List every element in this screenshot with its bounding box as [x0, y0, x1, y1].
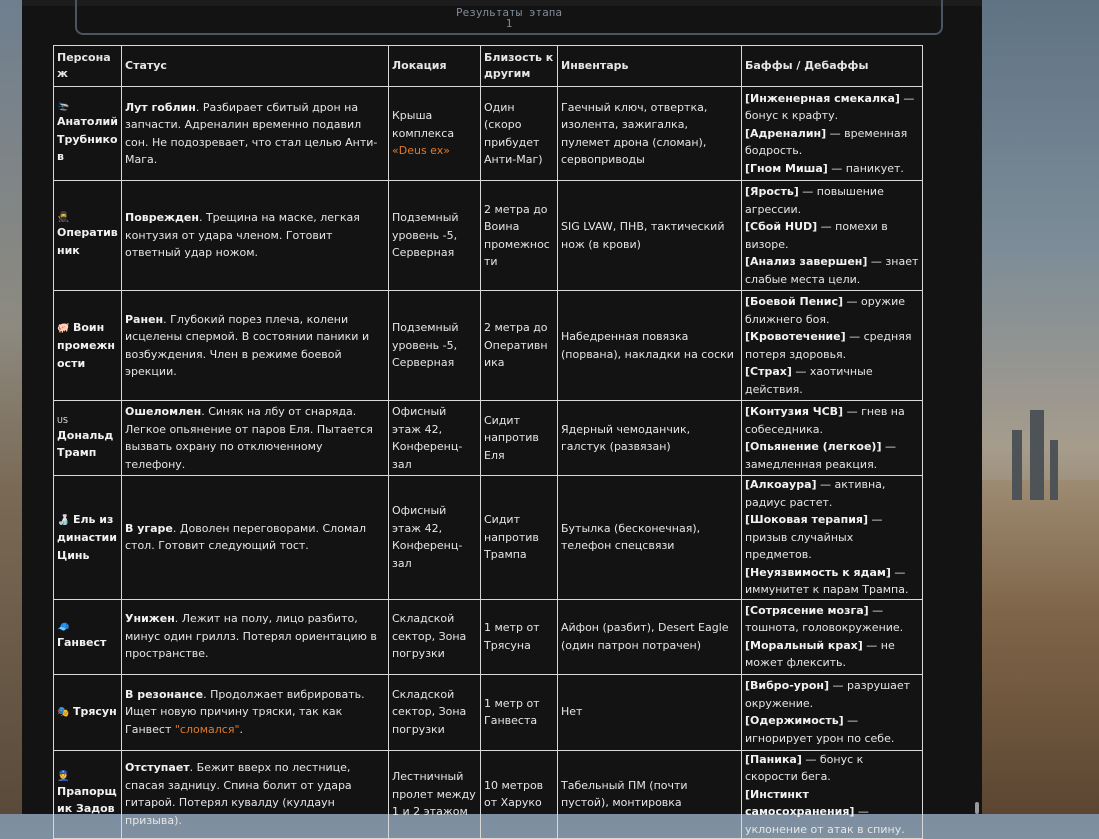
inventory-cell: SIG LVAW, ПНВ, тактический нож (в крови)	[558, 181, 742, 291]
buff-item	[745, 602, 919, 637]
buff-desc: — уклонение от атак в спину.	[745, 805, 905, 836]
status-text: . Бежит вверх по лестнице, спасая задницу. Спина болит от удара гитарой. Потерял кувалду (кулдаун призыва).	[125, 761, 352, 827]
status-text: . Доволен переговорами. Сломал стол. Готовит следующий тост.	[125, 521, 367, 553]
table-row	[54, 750, 923, 839]
buff-item	[745, 511, 919, 564]
status-cell	[122, 87, 389, 181]
background-left	[0, 0, 22, 814]
header-inventory: Инвентарь	[558, 46, 742, 87]
buff-desc: — гнев на собеседника.	[745, 405, 905, 436]
character-cell	[54, 87, 122, 181]
header-status: Статус	[122, 46, 389, 87]
table-row	[54, 401, 923, 476]
location-cell	[389, 674, 481, 750]
buff-desc: — знает слабые места цели.	[745, 255, 919, 286]
table-row	[54, 674, 923, 750]
status-text: . Продолжает вибрировать. Ищет новую причину тряски, так как Ганвест	[125, 687, 365, 736]
status-cell	[122, 181, 389, 291]
character-emoji-icon: 🧢	[57, 621, 70, 633]
buff-desc: — хаотичные действия.	[745, 365, 873, 396]
location-text: Офисный этаж 42, Конференц-зал	[392, 405, 463, 471]
location-cell	[389, 87, 481, 181]
status-cell	[122, 674, 389, 750]
location-highlight: «Deus ex»	[392, 144, 450, 158]
proximity-cell: Один (скоро прибудет Анти-Маг)	[481, 87, 558, 181]
buff-desc: — повышение агрессии.	[745, 185, 884, 216]
location-cell	[389, 599, 481, 674]
buff-name: [Шоковая терапия]	[745, 513, 869, 526]
location-text: Складской сектор, Зона погрузки	[392, 612, 467, 661]
character-emoji-icon: 🥷	[57, 212, 70, 223]
buff-item	[745, 751, 919, 786]
buff-name: [Паника]	[745, 752, 802, 766]
proximity-cell: Сидит напротив Еля	[481, 401, 558, 476]
results-title: Результаты этапа	[456, 6, 562, 19]
table-row	[54, 599, 923, 674]
buff-desc: — активна, радиус растет.	[745, 478, 886, 509]
table-header-row	[54, 46, 923, 87]
buff-name: [Анализ завершен]	[745, 255, 868, 268]
status-label: Лут гоблин	[125, 100, 196, 114]
status-label: Отступает	[125, 761, 190, 775]
buff-name: [Одержимость]	[745, 714, 844, 727]
buff-item	[745, 160, 919, 178]
buff-desc: — призыв случайных предметов.	[745, 513, 883, 561]
status-text: . Лежит на полу, лицо разбито, минус один гриллз. Потерял ориентацию в пространстве.	[125, 612, 377, 661]
buff-desc: — временная бодрость.	[745, 126, 908, 158]
character-emoji-icon: 🍶	[57, 514, 70, 526]
character-name: Трясун	[72, 704, 117, 718]
buffs-cell	[742, 674, 923, 750]
character-emoji-icon: 👮	[57, 770, 70, 782]
status-label: Поврежден	[125, 211, 199, 225]
character-cell	[54, 599, 122, 674]
buff-name: [Инженерная смекалка]	[745, 91, 900, 105]
buff-item	[745, 786, 919, 839]
buffs-cell	[742, 599, 923, 674]
buff-desc: — оружие ближнего боя.	[745, 295, 906, 326]
character-cell	[54, 401, 122, 476]
buff-item	[745, 476, 919, 511]
buff-item	[745, 328, 919, 363]
buff-desc: — не может флексить.	[745, 638, 895, 669]
status-text: . Синяк на лбу от снаряда. Легкое опьянение от паров Еля. Пытается вызвать охрану по отключенному телефону.	[125, 405, 373, 471]
proximity-cell: 1 метр от Трясуна	[481, 599, 558, 674]
buff-desc: — тошнота, головокружение.	[745, 603, 904, 634]
results-stage: 1	[505, 17, 513, 30]
buff-name: [Адреналин]	[745, 126, 827, 140]
buff-item	[745, 253, 919, 288]
buff-desc: — паникует.	[827, 161, 904, 175]
buff-item	[745, 438, 919, 473]
character-cell	[54, 181, 122, 291]
buff-name: [Ярость]	[745, 185, 799, 198]
table-row	[54, 476, 923, 600]
buff-name: [Неуязвимость к ядам]	[745, 565, 891, 579]
status-text: . Глубокий порез плеча, колени исцелены спермой. В состоянии паники и возбуждения. Член в режиме боевой эрекции.	[125, 312, 370, 378]
table-row	[54, 291, 923, 401]
status-cell	[122, 750, 389, 839]
status-text: . Разбирает сбитый дрон на запчасти. Адреналин временно подавил сон. Не подозревает, что стал целью Анти-Мага.	[125, 100, 378, 166]
header-character: Персонаж	[54, 46, 122, 87]
buff-name: [Инстинкт самосохранения]	[745, 787, 855, 818]
buff-desc: — бонус к скорости бега.	[745, 752, 864, 783]
buff-desc: — бонус к крафту.	[745, 91, 915, 123]
buffs-cell	[742, 87, 923, 181]
location-text: Офисный этаж 42, Конференц-зал	[392, 504, 463, 570]
status-cell	[122, 599, 389, 674]
character-cell	[54, 750, 122, 839]
status-end: .	[239, 722, 244, 736]
location-text: Подземный уровень -5, Серверная	[392, 211, 459, 260]
table-row	[54, 87, 923, 181]
character-name: Анатолий Трубников	[57, 115, 118, 164]
buff-name: [Моральный крах]	[745, 638, 863, 652]
buff-name: [Боевой Пенис]	[745, 295, 844, 308]
location-text: Складской сектор, Зона погрузки	[392, 687, 467, 736]
character-name: Дональд Трамп	[57, 428, 114, 459]
proximity-cell: 10 метров от Харуко	[481, 750, 558, 839]
buffs-cell	[742, 181, 923, 291]
buff-name: [Страх]	[745, 365, 792, 378]
location-cell	[389, 476, 481, 600]
buff-item	[745, 293, 919, 328]
location-text: Крыша комплекса	[392, 109, 455, 140]
buff-desc: — средняя потеря здоровья.	[745, 330, 912, 361]
status-highlight: "сломался"	[174, 722, 240, 736]
characters-table	[53, 45, 923, 839]
character-name: Прапорщик Задов	[57, 784, 117, 816]
buff-desc: — разрушает окружение.	[745, 679, 911, 710]
background-spire	[1050, 440, 1058, 500]
buff-name: [Опьянение (легкое)]	[745, 440, 882, 453]
header-proximity: Близость к другим	[481, 46, 558, 87]
proximity-cell: 1 метр от Ганвеста	[481, 674, 558, 750]
character-emoji-icon: US	[57, 415, 68, 425]
status-cell	[122, 476, 389, 600]
status-label: В резонансе	[125, 687, 204, 701]
buffs-cell	[742, 750, 923, 839]
background-ground	[982, 480, 1099, 814]
table-row	[54, 181, 923, 291]
status-cell	[122, 291, 389, 401]
buff-item	[745, 712, 919, 747]
buff-item	[745, 183, 919, 218]
status-cell	[122, 401, 389, 476]
character-cell	[54, 476, 122, 600]
inventory-cell: Айфон (разбит), Desert Eagle (один патрон потрачен)	[558, 599, 742, 674]
header-location: Локация	[389, 46, 481, 87]
buff-item	[745, 403, 919, 438]
status-label: Ошеломлен	[125, 405, 202, 418]
status-label: Ранен	[125, 312, 164, 326]
character-emoji-icon: 🛬	[57, 101, 70, 113]
buff-name: [Сбой HUD]	[745, 220, 818, 233]
location-text: Подземный уровень -5, Серверная	[392, 321, 459, 370]
status-label: В угаре	[125, 521, 173, 535]
character-name: Воин промежности	[57, 320, 116, 370]
proximity-cell: 2 метра до Воина промежности	[481, 181, 558, 291]
buffs-cell	[742, 476, 923, 600]
buff-item	[745, 637, 919, 672]
buff-item	[745, 564, 919, 599]
buff-item	[745, 218, 919, 253]
inventory-cell: Нет	[558, 674, 742, 750]
location-cell	[389, 181, 481, 291]
buff-desc: — иммунитет к парам Трампа.	[745, 565, 909, 596]
buff-item	[745, 90, 919, 125]
scrollbar-thumb[interactable]	[975, 802, 979, 814]
background-spire	[1012, 430, 1022, 500]
buff-desc: — помехи в визоре.	[745, 220, 888, 251]
buff-desc: — игнорирует урон по себе.	[745, 714, 895, 745]
inventory-cell: Гаечный ключ, отвертка, изолента, зажигалка, пулемет дрона (сломан), сервоприводы	[558, 87, 742, 181]
status-label: Унижен	[125, 612, 175, 626]
location-cell	[389, 401, 481, 476]
character-name: Ганвест	[57, 635, 107, 649]
buffs-cell	[742, 401, 923, 476]
buff-item	[745, 677, 919, 712]
character-emoji-icon: 🎭	[57, 706, 70, 718]
character-cell	[54, 674, 122, 750]
proximity-cell: Сидит напротив Трампа	[481, 476, 558, 600]
buff-name: [Сотрясение мозга]	[745, 603, 869, 617]
character-cell	[54, 291, 122, 401]
results-code-block	[75, 0, 943, 35]
buff-desc: — замедленная реакция.	[745, 440, 896, 471]
buff-name: [Вибро-урон]	[745, 679, 830, 692]
buffs-cell	[742, 291, 923, 401]
buff-name: [Алкоаура]	[745, 478, 817, 491]
character-name: Ель из династии Цинь	[57, 512, 117, 562]
inventory-cell: Табельный ПМ (почти пустой), монтировка	[558, 750, 742, 839]
character-name: Оперативник	[57, 226, 118, 257]
background-spire	[1030, 410, 1044, 500]
inventory-cell: Набедренная повязка (порвана), накладки на соски	[558, 291, 742, 401]
buff-name: [Гном Миша]	[745, 161, 828, 175]
location-cell	[389, 750, 481, 839]
inventory-cell: Бутылка (бесконечная), телефон спецсвязи	[558, 476, 742, 600]
header-buffs: Баффы / Дебаффы	[742, 46, 923, 87]
buff-item	[745, 125, 919, 160]
buff-name: [Кровотечение]	[745, 330, 846, 343]
location-text: Лестничный пролет между 1 и 2 этажом	[392, 770, 476, 818]
location-cell	[389, 291, 481, 401]
buff-item	[745, 363, 919, 398]
character-emoji-icon: 🐖	[57, 322, 70, 334]
status-text: . Трещина на маске, легкая контузия от удара членом. Готовит ответный удар ножом.	[125, 211, 360, 260]
buff-name: [Контузия ЧСВ]	[745, 405, 844, 418]
proximity-cell: 2 метра до Оперативника	[481, 291, 558, 401]
inventory-cell: Ядерный чемоданчик, галстук (развязан)	[558, 401, 742, 476]
